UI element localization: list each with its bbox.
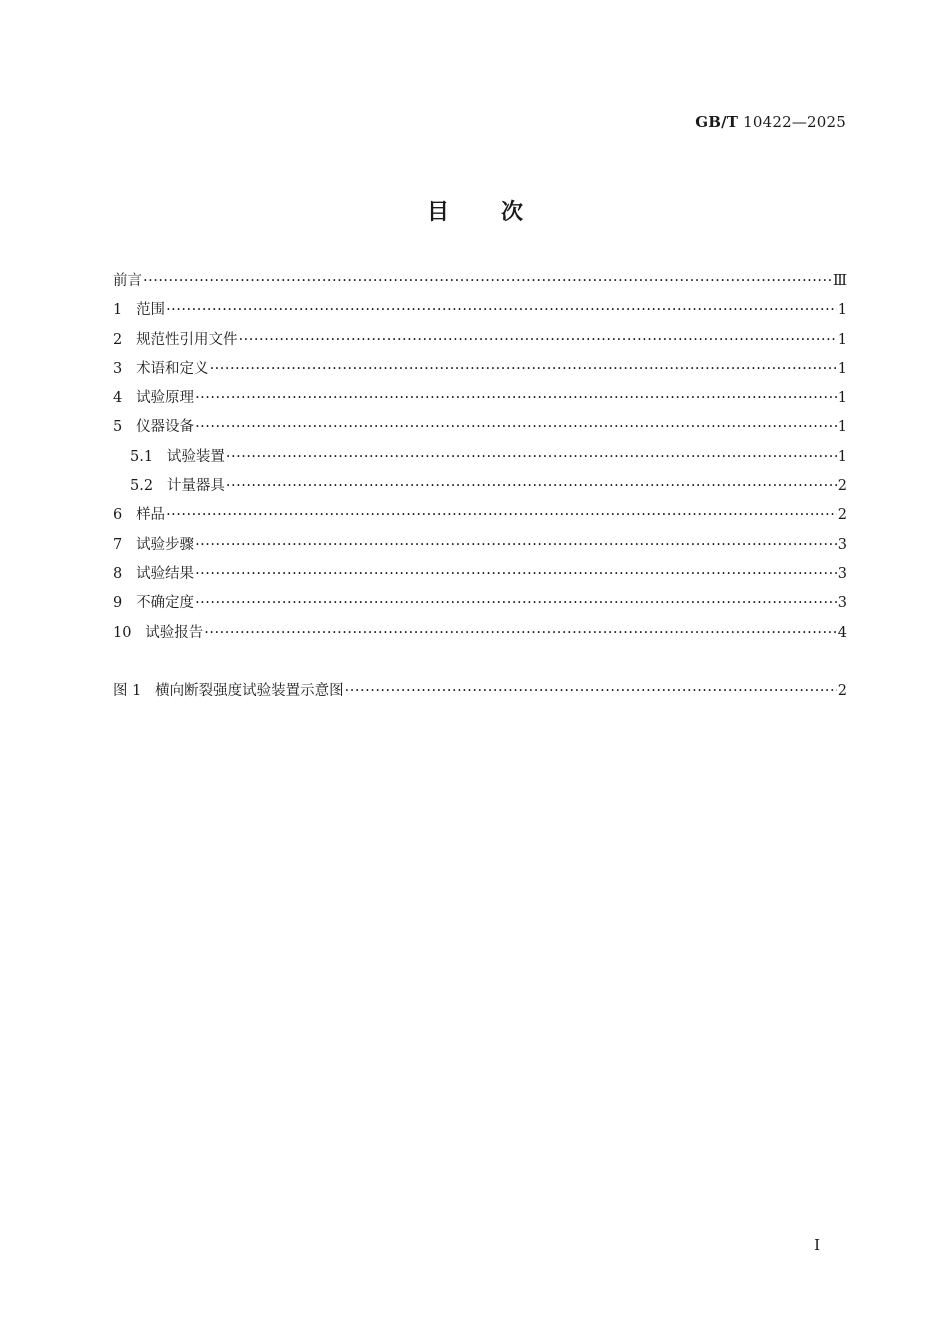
toc-entry-principle[interactable] xyxy=(113,386,847,415)
toc-entry-page: 1 xyxy=(837,302,847,319)
toc-entry-page: 3 xyxy=(837,565,847,582)
toc-entry-number: 4 xyxy=(113,390,137,407)
leader-dots xyxy=(345,683,837,699)
toc-entry-label: 术语和定义 xyxy=(136,360,209,377)
toc-entry-label: 试验结果 xyxy=(136,565,195,582)
toc-entry-test-device[interactable] xyxy=(113,445,847,474)
toc-entry-number: 5.1 xyxy=(130,448,167,465)
toc-entry-apparatus[interactable] xyxy=(113,415,847,444)
toc-entry-page: 4 xyxy=(837,624,847,641)
toc-entry-normative-references[interactable] xyxy=(113,328,847,357)
toc-entry-label: 不确定度 xyxy=(136,595,195,612)
toc-entry-number: 8 xyxy=(113,565,137,582)
toc-entry-page: 1 xyxy=(837,390,847,407)
page-title: 目次 xyxy=(426,200,575,225)
leader-dots xyxy=(166,507,837,523)
toc-entry-foreword[interactable] xyxy=(113,269,847,298)
standard-code xyxy=(695,113,846,131)
toc-entry-number: 5.2 xyxy=(130,478,167,495)
section-gap xyxy=(113,650,847,679)
standard-number: 10422—2025 xyxy=(738,113,846,131)
toc-entry-label: 试验原理 xyxy=(136,390,195,407)
toc-entry-scope[interactable] xyxy=(113,298,847,327)
leader-dots xyxy=(239,332,837,348)
toc-entry-label: 试验装置 xyxy=(166,448,225,465)
toc-entry-number: 3 xyxy=(113,360,137,377)
toc-entry-results[interactable] xyxy=(113,562,847,591)
leader-dots xyxy=(226,478,837,494)
leader-dots xyxy=(204,625,836,641)
toc-entry-page: 3 xyxy=(837,595,847,612)
leader-dots xyxy=(143,273,832,289)
toc-entry-page: 2 xyxy=(837,507,847,524)
figure-entry-number: 图 1 xyxy=(113,682,156,699)
toc-entry-page: Ⅲ xyxy=(833,273,847,289)
toc-entry-label: 规范性引用文件 xyxy=(136,331,238,348)
leader-dots xyxy=(226,449,837,465)
toc-entry-number: 1 xyxy=(113,302,137,319)
toc-entry-page: 1 xyxy=(837,448,847,465)
toc-entry-page: 1 xyxy=(837,360,847,377)
toc-entry-page: 2 xyxy=(837,478,847,495)
toc-entry-uncertainty[interactable] xyxy=(113,591,847,620)
toc-entry-label: 仪器设备 xyxy=(136,419,195,436)
figure-entry-label: 横向断裂强度试验装置示意图 xyxy=(155,682,344,699)
toc-entry-label: 范围 xyxy=(136,302,166,319)
leader-dots xyxy=(195,390,837,406)
toc-entry-label: 前言 xyxy=(113,273,142,289)
figure-entry-page: 2 xyxy=(837,682,847,699)
leader-dots xyxy=(195,419,837,435)
toc-entry-number: 7 xyxy=(113,536,137,553)
toc-entry-page: 3 xyxy=(837,536,847,553)
toc-entry-label: 计量器具 xyxy=(166,478,225,495)
standard-prefix: GB/T xyxy=(695,113,739,131)
leader-dots xyxy=(195,537,837,553)
leader-dots xyxy=(166,302,837,318)
toc-entry-number: 6 xyxy=(113,507,137,524)
toc-entry-procedure[interactable] xyxy=(113,533,847,562)
toc-entry-label: 试验报告 xyxy=(145,624,204,641)
toc-entry-test-report[interactable] xyxy=(113,621,847,650)
toc-entry-number: 10 xyxy=(113,624,146,641)
toc-entry-number: 9 xyxy=(113,595,137,612)
leader-dots xyxy=(195,566,837,582)
toc-entry-page: 1 xyxy=(837,419,847,436)
toc-entry-number: 2 xyxy=(113,331,137,348)
leader-dots xyxy=(210,361,837,377)
toc-entry-label: 样品 xyxy=(136,507,166,524)
toc-entry-page: 1 xyxy=(837,331,847,348)
toc-entry-samples[interactable] xyxy=(113,503,847,532)
toc-entry-label: 试验步骤 xyxy=(136,536,195,553)
figure-entry-1[interactable] xyxy=(113,679,847,708)
page-number: Ⅰ xyxy=(814,1236,820,1254)
toc-entry-terms[interactable] xyxy=(113,357,847,386)
leader-dots xyxy=(195,595,837,611)
table-of-contents xyxy=(113,269,847,708)
toc-entry-measuring-instruments[interactable] xyxy=(113,474,847,503)
toc-entry-number: 5 xyxy=(113,419,137,436)
